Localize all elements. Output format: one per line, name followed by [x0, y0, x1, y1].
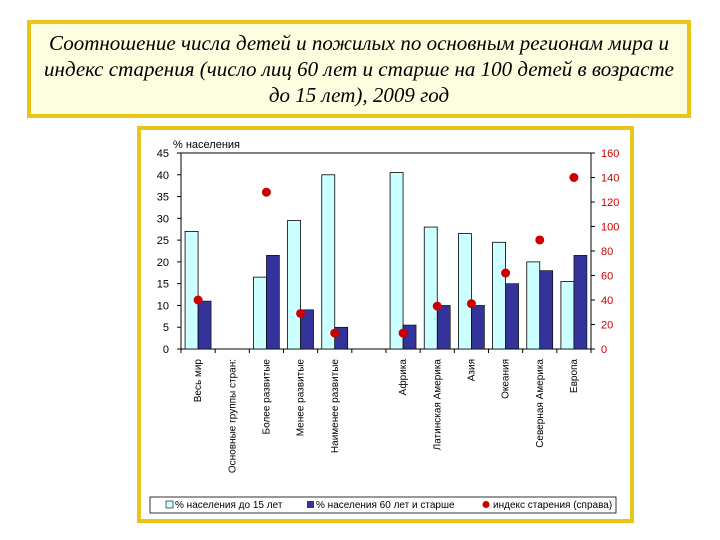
bar-elderly: [506, 284, 519, 349]
bar-children: [561, 281, 574, 349]
index-point: [262, 188, 271, 197]
y-tick-label: 35: [156, 191, 169, 204]
index-point: [501, 269, 510, 278]
bar-children: [493, 242, 506, 349]
y2-tick-label: 160: [601, 148, 620, 160]
bar-elderly: [471, 305, 484, 349]
y2-tick-label: 0: [601, 344, 608, 356]
y-tick-label: 45: [156, 148, 169, 160]
category-label: Азия: [466, 359, 478, 382]
y-axis-title: % населения: [173, 139, 240, 151]
y-tick-label: 15: [156, 278, 169, 291]
bar-elderly: [540, 271, 553, 349]
index-point: [433, 302, 442, 311]
bar-children: [185, 231, 198, 349]
y-tick-label: 5: [162, 322, 169, 335]
category-label: Весь мир: [193, 359, 205, 403]
y2-tick-label: 80: [601, 246, 614, 258]
y2-tick-label: 120: [601, 197, 620, 209]
category-label: Наименее развитые: [329, 359, 341, 454]
legend-label-elderly: % населения 60 лет и старше: [316, 500, 455, 511]
legend-label-index: индекс старения (справа): [493, 500, 613, 511]
index-point: [296, 309, 305, 318]
y2-tick-label: 40: [601, 295, 614, 307]
category-label: Основные группы стран:: [227, 359, 239, 474]
category-label: Более развитые: [261, 359, 273, 435]
category-label: Латинская Америка: [432, 359, 444, 451]
y2-tick-label: 100: [601, 221, 620, 234]
legend-swatch-elderly: [307, 501, 314, 508]
bar-elderly: [266, 255, 279, 349]
legend-marker-index: [483, 501, 490, 508]
y-tick-label: 30: [156, 213, 169, 226]
y-tick-label: 40: [156, 169, 169, 182]
index-point: [194, 296, 203, 305]
y2-tick-label: 60: [601, 270, 614, 283]
category-label: Европа: [568, 359, 580, 394]
chart-title: Соотношение числа детей и пожилых по основным регионам мира и индекс старения (число лиц 60 лет и старше на 100 детей в возрасте до 15 лет), 2009 год: [44, 31, 674, 107]
legend-swatch-children: [166, 501, 173, 508]
y-tick-label: 10: [156, 300, 169, 313]
index-point: [467, 299, 476, 308]
legend: [150, 497, 616, 513]
bar-children: [390, 173, 403, 349]
bar-children: [458, 234, 471, 349]
legend-label-children: % населения до 15 лет: [175, 500, 283, 511]
y-tick-label: 25: [156, 235, 169, 248]
category-label: Океания: [500, 359, 512, 399]
bar-children: [288, 221, 301, 349]
bar-children: [424, 227, 437, 349]
y-tick-label: 20: [156, 256, 169, 269]
bar-children: [527, 262, 540, 349]
bar-children: [253, 277, 266, 349]
index-point: [330, 329, 339, 338]
index-point: [399, 329, 408, 338]
index-point: [535, 235, 544, 244]
y2-tick-label: 140: [601, 172, 620, 185]
bar-elderly: [437, 305, 450, 349]
category-label: Африка: [398, 359, 410, 396]
bar-children: [322, 175, 335, 349]
y2-tick-label: 20: [601, 319, 614, 332]
category-label: Менее развитые: [295, 359, 307, 437]
category-label: Северная Америка: [534, 359, 546, 448]
bar-elderly: [198, 301, 211, 349]
index-point: [569, 173, 578, 182]
bar-elderly: [574, 255, 587, 349]
y-tick-label: 0: [162, 344, 169, 356]
